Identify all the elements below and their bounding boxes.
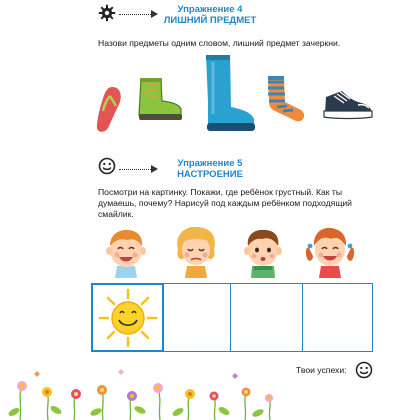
exercise-5-instruction-3: смайлик.	[98, 209, 134, 219]
sad-girl-image	[172, 224, 220, 278]
rubber-boot-image	[200, 52, 260, 134]
success-label: Твои успехи:	[296, 365, 347, 375]
answer-cell-3[interactable]	[230, 283, 303, 352]
boot-image	[135, 75, 187, 123]
sick-boy-image	[240, 226, 286, 278]
exercise-4-subtitle: ЛИШНИЙ ПРЕДМЕТ	[163, 15, 257, 26]
exercise-4-title: Упражнение 4	[177, 4, 243, 15]
sock-image	[263, 74, 307, 126]
flip-flop-image	[92, 84, 126, 134]
answer-cell-2[interactable]	[163, 283, 231, 352]
exercise-5-instruction-2: думаешь, почему? Нарисуй под каждым ребёнком подходящий	[98, 198, 352, 208]
exercise-5-subtitle: НАСТРОЕНИЕ	[177, 169, 243, 180]
flower-meadow-decoration	[0, 366, 420, 420]
happy-boy-image	[103, 226, 149, 278]
smiling-sun-image	[94, 286, 162, 350]
exercise-4-instruction: Назови предметы одним словом, лишний предмет зачеркни.	[98, 38, 341, 48]
sneaker-image	[322, 87, 374, 121]
exercise-5-title: Упражнение 5	[177, 158, 243, 169]
answer-cell-4[interactable]	[302, 283, 373, 352]
exercise-5-instruction-1: Посмотри на картинку. Покажи, где ребёнок грустный. Как ты	[98, 187, 343, 197]
happy-girl-image	[304, 224, 356, 278]
